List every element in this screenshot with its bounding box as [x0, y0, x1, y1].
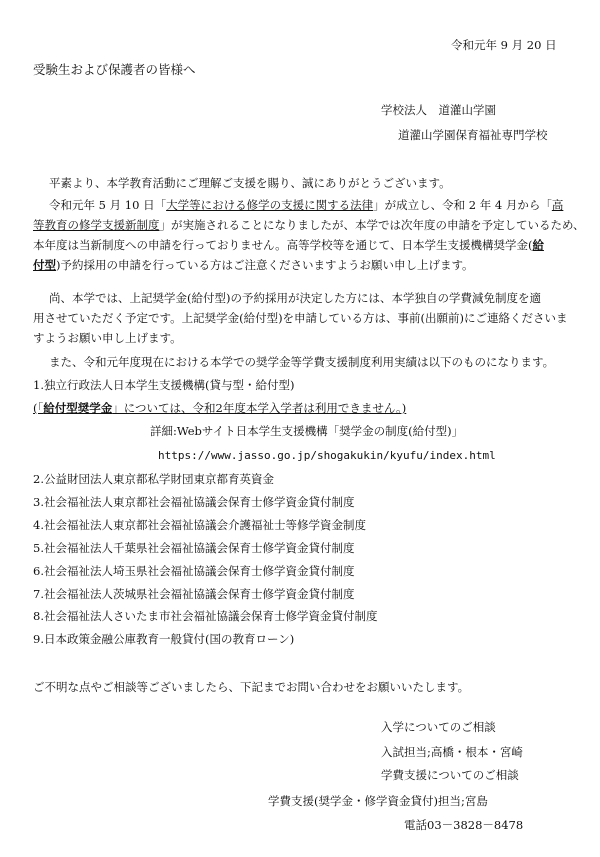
list-item-2: 2.公益財団法人東京都私学財団東京都育英資金: [33, 472, 274, 486]
p1-highlight: 高: [551, 198, 564, 212]
list-item-6: 6.社会福祉法人埼玉県社会福祉協議会保育士修学資金貸付制度: [33, 564, 355, 578]
paragraph-1-line-3: [33, 238, 544, 253]
list-item-4: 4.社会福祉法人東京都社会福祉協議会介護福祉士等修学資金制度: [33, 518, 366, 532]
p1-highlight-system: 等教育の修学支援新制度: [33, 218, 160, 232]
note-text: 」については、令和2年度本学入学者は利用できません。): [112, 401, 407, 415]
sender-corp: 学校法人 道灌山学園: [381, 103, 496, 117]
date: 令和元年 9 月 20 日: [451, 38, 557, 52]
closing: ご不明な点やご相談等ございましたら、下記までお問い合わせをお願いいたします。: [33, 680, 470, 694]
greeting: 平素より、本学教育活動にご理解ご支援を賜り、誠にありがとうございます。: [49, 176, 451, 190]
paragraph-3: また、令和元年度現在における本学での奨学金等学費支援制度利用実績は以下のものになります。: [49, 355, 555, 369]
list-item-9: 9.日本政策金融公庫教育一般貸付(国の教育ローン): [33, 632, 295, 646]
paragraph-1-line-4: [33, 258, 474, 273]
paragraph-2-line-3: すようお願い申し上げます。: [33, 331, 182, 345]
contact-fees: 学費支援についてのご相談: [381, 768, 519, 782]
p1-highlight-kyufu: 給: [532, 238, 544, 252]
p1-text: 」が実施されることになりましたが、本学では次年度の申請を予定しているため、: [159, 218, 585, 232]
contact-admission-staff: 入試担当;高橋・根本・宮崎: [381, 745, 523, 759]
p1-text: )予約採用の申請を行っている方はご注意くださいますようお願い申し上げます。: [56, 258, 474, 272]
p1-highlight-kyufu: 付型: [33, 258, 56, 272]
list-detail: 詳細:Webサイト日本学生支援機構「奨学金の制度(給付型)」: [150, 424, 464, 438]
p1-text: 」が成立し、令和 2 年 4 月から「: [373, 198, 552, 212]
list-item-3: 3.社会福祉法人東京都社会福祉協議会保育士修学資金貸付制度: [33, 495, 355, 509]
addressee: 受験生および保護者の皆様へ: [33, 62, 196, 77]
list-item-1: 1.独立行政法人日本学生支援機構(貸与型・給付型): [33, 378, 295, 392]
note-highlight: 給付型奨学金: [43, 401, 113, 415]
contact-fees-staff: 学費支援(奨学金・修学資金貸付)担当;宮島: [268, 794, 488, 808]
contact-phone: 電話03－3828－8478: [404, 818, 524, 832]
list-item-5: 5.社会福祉法人千葉県社会福祉協議会保育士修学資金貸付制度: [33, 541, 355, 555]
list-item-7: 7.社会福祉法人茨城県社会福祉協議会保育士修学資金貸付制度: [33, 587, 355, 601]
list-note: [33, 401, 406, 416]
sender-school: 道灌山学園保育福祉専門学校: [398, 128, 548, 142]
contact-admission: 入学についてのご相談: [381, 720, 496, 734]
paragraph-2-line-2: 用させていただく予定です。上記奨学金(給付型)を申請している方は、事前(出願前)にご連絡くださいま: [33, 311, 568, 325]
paragraph-1-line-2: [33, 218, 585, 233]
paragraph-2-line-1: 尚、本学では、上記奨学金(給付型)の予約採用が決定した方には、本学独自の学費減免制度を適: [49, 291, 541, 305]
note-text: (「: [33, 401, 44, 415]
list-item-8: 8.社会福祉法人さいたま市社会福祉協議会保育士修学資金貸付制度: [33, 609, 378, 623]
p1-text: 本年度は当新制度への申請を行っておりません。高等学校等を通じて、日本学生支援機構奨学金(: [33, 238, 533, 252]
p1-text: 令和元年 5 月 10 日「: [49, 198, 167, 212]
list-url: https://www.jasso.go.jp/shogakukin/kyufu/index.html: [158, 449, 496, 462]
p1-highlight-law: 大学等における修学の支援に関する法律: [166, 198, 374, 212]
paragraph-1-line-1: [49, 198, 563, 213]
